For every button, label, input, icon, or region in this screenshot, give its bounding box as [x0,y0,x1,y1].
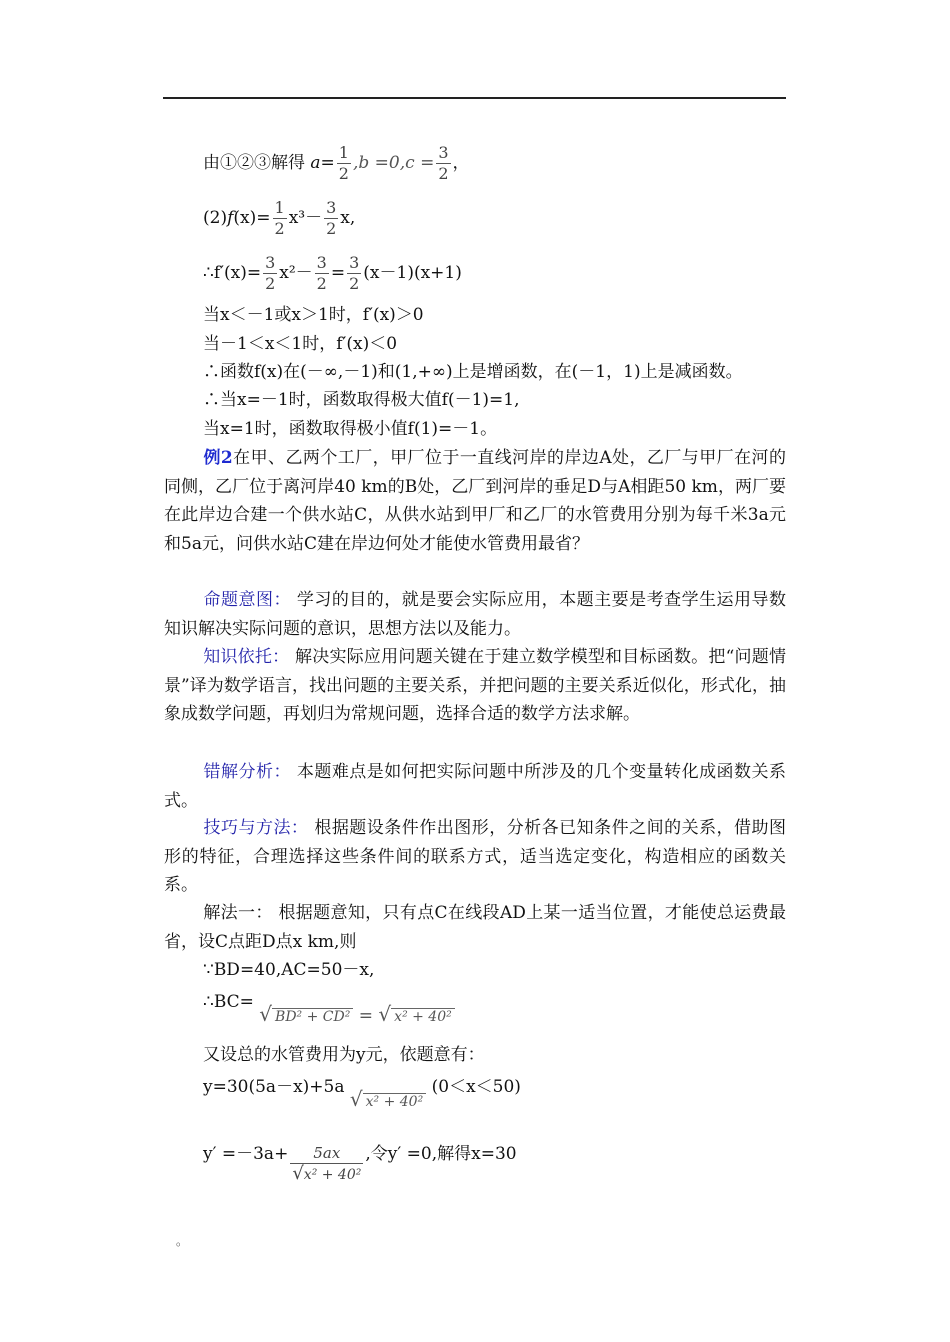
section-text: 学习的目的，就是要会实际应用，本题主要是考查学生运用导数知识解决实际问题的意识，思想方法以及能力。 [164,590,787,639]
var-f: f [227,208,234,228]
example-label: 例2 [203,448,233,468]
solution-paragraph [164,899,786,956]
fraction: $\frac{3}{2}$ [316,253,327,293]
derivative-line [203,253,462,294]
text: = [330,263,346,283]
method-paragraph [164,814,786,900]
section-label: 解法一： [203,903,273,923]
text: (x)= [233,208,271,228]
section-label: 命题意图： [203,590,291,610]
cost-intro-line: 又设总的水管费用为y元，依题意有： [203,1045,485,1065]
solve-line [203,143,470,184]
sqrt-expression: √ x² + 40² [378,1004,454,1027]
given-line: ∵BD=40,AC=50－x, [203,960,375,980]
section-label: 知识依托： [203,647,290,667]
section-label: 技巧与方法： [203,818,309,838]
fraction: $\frac{3}{2}$ [349,253,360,293]
example-2-paragraph [164,444,786,558]
text: y=30(5a－x)+5a [203,1077,345,1097]
fraction: $\frac{1}{2}$ [274,198,285,238]
text: (2) [203,208,228,228]
max-line: ∴当x=－1时，函数取得极大值f(－1)=1, [203,390,520,410]
example-text: 在甲、乙两个工厂，甲厂位于一直线河岸的岸边A处，乙厂与甲厂在河的同侧，乙厂位于离河岸40 km的B处，乙厂到河岸的垂足D与A相距50 km，两厂要在此岸边合建一个供水站C，从供水站到甲厂和乙厂的水管费用分别为每千米3a元和5a元，问供水站C建在岸边何处才能使水管费用最省？ [164,448,786,554]
monotonic-line: ∴函数f(x)在(－∞,－1)和(1,+∞)上是增函数，在(－1，1)上是减函数。 [203,362,743,382]
function-line [203,198,355,239]
text: (0＜x＜50) [431,1077,521,1097]
footer-mark: 。 [176,1234,189,1248]
section-text: 解决实际应用问题关键在于建立数学模型和目标函数。把“问题情景”译为数学语言，找出问题的主要关系，并把问题的主要关系近似化，形式化，抽象成数学问题，再划归为常规问题，选择合适的数学方法求解。 [164,647,787,724]
knowledge-paragraph [164,643,786,729]
fraction: $\frac{1}{2}$ [338,143,349,183]
text: ∴f′(x)= [203,263,262,283]
fraction: $\frac{5ax}{\text{√x² + 40²}}$ [292,1144,362,1184]
cost-function-line [203,1075,521,1111]
sqrt-expression: √ BD² + CD² [259,1004,353,1027]
text: ,b =0,c = [352,153,435,173]
section-text: 根据题意知，只有点C在线段AD上某一适当位置，才能使总运费最省，设C点距D点x km,则 [164,903,786,952]
text: (x－1)(x+1) [363,263,462,283]
var-a: a [310,153,321,173]
text: x, [340,208,356,228]
condition-line: 当－1＜x＜1时，f′(x)＜0 [203,334,398,354]
condition-line: 当x＜－1或x＞1时，f′(x)＞0 [203,305,424,325]
section-label: 错解分析： [203,762,291,782]
text: 由①②③解得 [203,153,311,173]
text: x²－ [279,263,313,283]
text: ∴BC= [203,992,254,1012]
text: x³－ [288,208,323,228]
fraction: $\frac{3}{2}$ [326,198,337,238]
text: ， [452,153,470,173]
text: ,令y′ =0,解得x=30 [365,1144,517,1164]
error-analysis-paragraph [164,758,786,815]
min-line: 当x=1时，函数取得极小值f(1)=－1。 [203,419,498,439]
intent-paragraph [164,586,786,643]
header-rule [163,97,786,99]
text: = [358,1006,374,1026]
fraction: $\frac{3}{2}$ [265,253,276,293]
bc-line [203,990,455,1026]
text: y′ =－3a+ [203,1144,289,1164]
text: = [320,153,335,173]
sqrt-expression: √ x² + 40² [350,1089,426,1112]
fraction: $\frac{3}{2}$ [438,143,449,183]
section-text: 本题难点是如何把实际问题中所涉及的几个变量转化成函数关系式。 [164,762,787,811]
section-text: 根据题设条件作出图形，分析各已知条件之间的关系，借助图形的特征，合理选择这些条件间的联系方式，适当选定变化，构造相应的函数关系。 [164,818,787,895]
cost-derivative-line [203,1143,517,1185]
